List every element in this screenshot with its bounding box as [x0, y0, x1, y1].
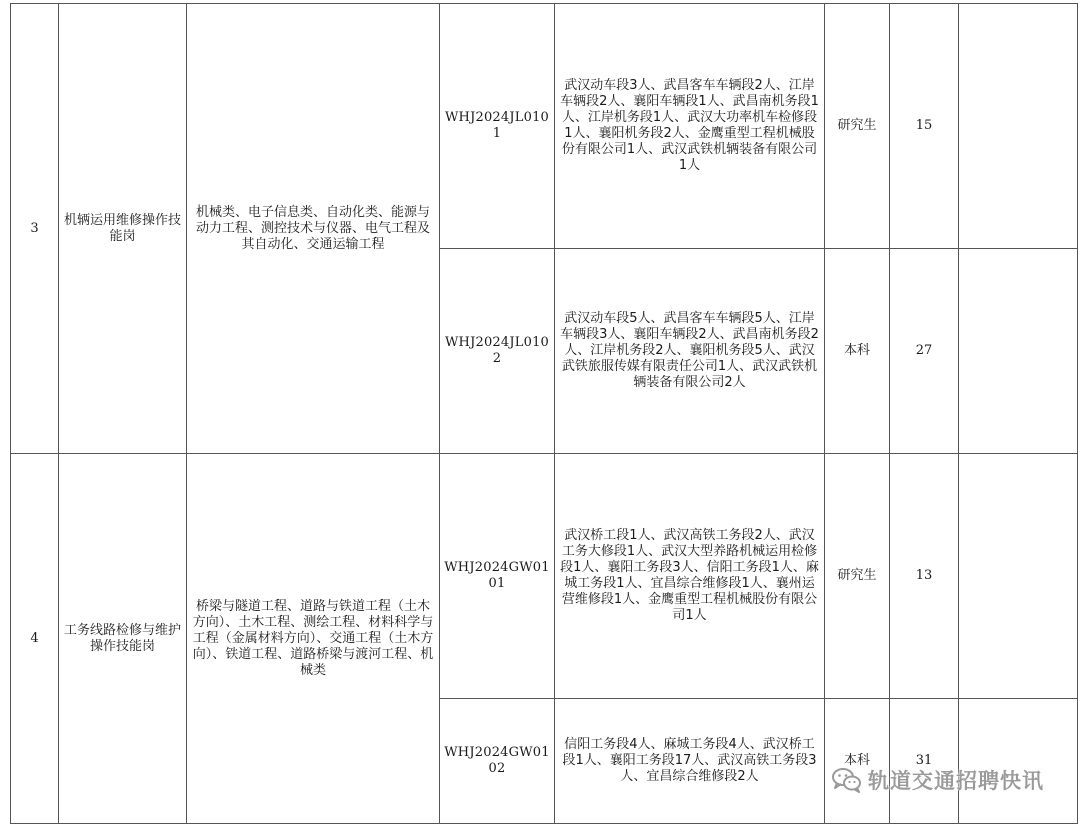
education-level: 研究生	[825, 454, 890, 699]
hire-count: 27	[890, 249, 959, 454]
position-code: WHJ2024GW0102	[440, 699, 555, 824]
education-level: 本科	[825, 699, 890, 824]
unit-distribution: 信阳工务段4人、麻城工务段4人、武汉桥工段1人、襄阳工务段17人、武汉高铁工务段3人、宜昌综合维修段2人	[555, 699, 825, 824]
remarks-cell	[959, 699, 1078, 824]
position-code: WHJ2024JL0101	[440, 4, 555, 249]
hire-count: 31	[890, 699, 959, 824]
row-number: 3	[11, 4, 59, 454]
education-level: 研究生	[825, 4, 890, 249]
position-name: 机辆运用维修操作技能岗	[59, 4, 187, 454]
major-requirements: 机械类、电子信息类、自动化类、能源与动力工程、测控技术与仪器、电气工程及其自动化、交通运输工程	[187, 4, 440, 454]
position-code: WHJ2024GW0101	[440, 454, 555, 699]
row-number: 4	[11, 454, 59, 824]
hire-count: 15	[890, 4, 959, 249]
hire-count: 13	[890, 454, 959, 699]
remarks-cell	[959, 4, 1078, 249]
table-row	[11, 454, 1078, 699]
table-row	[11, 4, 1078, 249]
unit-distribution: 武汉动车段5人、武昌客车车辆段5人、江岸车辆段3人、襄阳车辆段2人、武昌南机务段2人、江岸机务段2人、襄阳机务段5人、武汉武铁旅服传媒有限责任公司1人、武汉武铁机辆装备有限公司2人	[555, 249, 825, 454]
wechat-icon	[832, 767, 862, 793]
remarks-cell	[959, 249, 1078, 454]
watermark	[832, 765, 1044, 795]
recruitment-table	[10, 3, 1078, 824]
watermark-text: 轨道交通招聘快讯	[868, 769, 1044, 793]
major-requirements: 桥梁与隧道工程、道路与铁道工程（土木方向）、土木工程、测绘工程、材料科学与工程（金属材料方向）、交通工程（土木方向）、铁道工程、道路桥梁与渡河工程、机械类	[187, 454, 440, 824]
position-code: WHJ2024JL0102	[440, 249, 555, 454]
unit-distribution: 武汉动车段3人、武昌客车车辆段2人、江岸车辆段2人、襄阳车辆段1人、武昌南机务段1人、江岸机务段1人、武汉大功率机车检修段1人、襄阳机务段2人、金鹰重型工程机械股份有限公司1人、武汉武铁机辆装备有限公司1人	[555, 4, 825, 249]
remarks-cell	[959, 454, 1078, 699]
unit-distribution: 武汉桥工段1人、武汉高铁工务段2人、武汉工务大修段1人、武汉大型养路机械运用检修段1人、襄阳工务段3人、信阳工务段1人、麻城工务段1人、宜昌综合维修段1人、襄州运营维修段1人、金鹰重型工程机械股份有限公司1人	[555, 454, 825, 699]
education-level: 本科	[825, 249, 890, 454]
position-name: 工务线路检修与维护操作技能岗	[59, 454, 187, 824]
